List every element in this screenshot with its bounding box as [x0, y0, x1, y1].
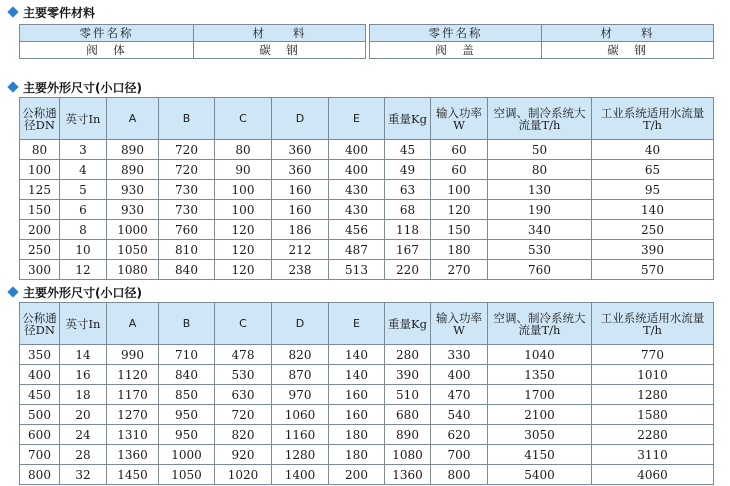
table-cell: 470 — [431, 385, 488, 405]
table-cell: 840 — [159, 365, 215, 385]
table-cell: 530 — [215, 365, 272, 385]
table-cell: 5400 — [488, 465, 592, 485]
table-cell: 80 — [488, 160, 592, 180]
table-cell: 1400 — [272, 465, 329, 485]
table-cell: 430 — [329, 180, 385, 200]
header-cell: D — [272, 98, 329, 140]
table-cell: 28 — [60, 445, 107, 465]
header-cell: 工业系统适用水流量T/h — [592, 303, 714, 345]
table-cell: 4060 — [592, 465, 714, 485]
table-cell: 1360 — [385, 465, 431, 485]
table-cell: 120 — [215, 240, 272, 260]
table-cell: 1280 — [592, 385, 714, 405]
table-cell: 700 — [20, 445, 60, 465]
table-cell: 540 — [431, 405, 488, 425]
table-cell: 620 — [431, 425, 488, 445]
header-cell: 重量Kg — [385, 98, 431, 140]
table-cell: 1160 — [272, 425, 329, 445]
table-cell: 125 — [20, 180, 60, 200]
table-cell: 2280 — [592, 425, 714, 445]
table-cell: 90 — [215, 160, 272, 180]
header-cell: 材 料 — [542, 25, 714, 42]
table-cell: 680 — [385, 405, 431, 425]
header-cell: E — [329, 303, 385, 345]
table-cell: 360 — [272, 160, 329, 180]
header-cell: B — [159, 98, 215, 140]
table-row — [20, 425, 714, 445]
materials-title: 主要零件材料 — [23, 5, 96, 20]
table-cell: 186 — [272, 220, 329, 240]
table-cell: 950 — [159, 425, 215, 445]
table-cell: 950 — [159, 405, 215, 425]
table-cell: 3050 — [488, 425, 592, 445]
table-cell: 4 — [60, 160, 107, 180]
table-cell: 800 — [20, 465, 60, 485]
table-cell: 238 — [272, 260, 329, 280]
table-cell: 730 — [159, 200, 215, 220]
table-cell: 150 — [431, 220, 488, 240]
table-cell: 63 — [385, 180, 431, 200]
dimensions-section-title-1 — [6, 79, 142, 95]
table-cell: 2100 — [488, 405, 592, 425]
header-cell: 输入功率W — [431, 98, 488, 140]
table-cell: 140 — [329, 365, 385, 385]
table-cell: 1010 — [592, 365, 714, 385]
table-row — [20, 465, 714, 485]
table-cell: 330 — [431, 345, 488, 365]
table-cell: 1000 — [107, 220, 159, 240]
header-cell: 英寸In — [60, 303, 107, 345]
table-cell: 180 — [329, 425, 385, 445]
table-cell: 600 — [20, 425, 60, 445]
table-cell: 1580 — [592, 405, 714, 425]
table-cell: 150 — [20, 200, 60, 220]
table-cell: 1060 — [272, 405, 329, 425]
table-cell: 730 — [159, 180, 215, 200]
table-row — [20, 140, 714, 160]
table-cell: 20 — [60, 405, 107, 425]
dimensions-table-1 — [19, 97, 714, 280]
table-cell: 478 — [215, 345, 272, 365]
table-cell: 1040 — [488, 345, 592, 365]
table-cell: 820 — [272, 345, 329, 365]
table-cell: 3 — [60, 140, 107, 160]
table-row — [20, 385, 714, 405]
table-cell: 4150 — [488, 445, 592, 465]
table-cell: 700 — [431, 445, 488, 465]
table-cell: 513 — [329, 260, 385, 280]
table-cell: 200 — [20, 220, 60, 240]
table-cell: 220 — [385, 260, 431, 280]
table-cell: 8 — [60, 220, 107, 240]
table-cell: 930 — [107, 200, 159, 220]
table-cell: 870 — [272, 365, 329, 385]
table-cell: 160 — [329, 385, 385, 405]
table-cell: 500 — [20, 405, 60, 425]
table-cell: 1120 — [107, 365, 159, 385]
table-cell: 1450 — [107, 465, 159, 485]
table-cell: 510 — [385, 385, 431, 405]
table-cell: 16 — [60, 365, 107, 385]
table-cell: 1360 — [107, 445, 159, 465]
table-cell: 450 — [20, 385, 60, 405]
table-cell: 140 — [592, 200, 714, 220]
table-cell: 160 — [272, 180, 329, 200]
header-cell: C — [215, 303, 272, 345]
table-cell: 250 — [20, 240, 60, 260]
header-cell: 零件名称 — [370, 25, 542, 42]
table-cell: 1080 — [385, 445, 431, 465]
table-cell: 810 — [159, 240, 215, 260]
table-row — [20, 345, 714, 365]
table-cell: 720 — [215, 405, 272, 425]
table-cell: 890 — [107, 140, 159, 160]
table-cell: 180 — [329, 445, 385, 465]
table-cell: 100 — [215, 200, 272, 220]
table-cell: 456 — [329, 220, 385, 240]
header-cell: 空调、制冷系统大流量T/h — [488, 303, 592, 345]
header-cell: 重量Kg — [385, 303, 431, 345]
table-cell: 1350 — [488, 365, 592, 385]
table-cell: 200 — [329, 465, 385, 485]
table-cell: 5 — [60, 180, 107, 200]
table-cell: 930 — [107, 180, 159, 200]
header-cell: A — [107, 98, 159, 140]
table-cell: 120 — [215, 220, 272, 240]
header-cell: D — [272, 303, 329, 345]
header-cell: 空调、制冷系统大流量T/h — [488, 98, 592, 140]
table-cell: 80 — [20, 140, 60, 160]
table-cell: 360 — [272, 140, 329, 160]
table-cell: 890 — [385, 425, 431, 445]
table-cell: 10 — [60, 240, 107, 260]
materials-header-row — [20, 25, 714, 42]
table-cell: 180 — [431, 240, 488, 260]
value-cell: 阀 盖 — [370, 42, 542, 59]
value-cell: 碳 钢 — [542, 42, 714, 59]
table-row — [20, 200, 714, 220]
table-row — [20, 240, 714, 260]
table-cell: 100 — [215, 180, 272, 200]
table-row — [20, 365, 714, 385]
table-cell: 50 — [488, 140, 592, 160]
header-cell: A — [107, 303, 159, 345]
table-row — [20, 405, 714, 425]
diamond-bullet-icon — [7, 286, 18, 297]
table-cell: 800 — [431, 465, 488, 485]
header-cell: 公称通径DN — [20, 98, 60, 140]
table-cell: 100 — [431, 180, 488, 200]
table-cell: 160 — [329, 405, 385, 425]
table-row — [20, 160, 714, 180]
header-cell: C — [215, 98, 272, 140]
table-cell: 280 — [385, 345, 431, 365]
table-cell: 530 — [488, 240, 592, 260]
table-cell: 820 — [215, 425, 272, 445]
table-cell: 60 — [431, 160, 488, 180]
table-row — [20, 180, 714, 200]
table-cell: 300 — [20, 260, 60, 280]
table-cell: 400 — [329, 160, 385, 180]
table-cell: 140 — [329, 345, 385, 365]
table-cell: 1050 — [107, 240, 159, 260]
table-cell: 250 — [592, 220, 714, 240]
table-cell: 95 — [592, 180, 714, 200]
header-cell: 材 料 — [194, 25, 366, 42]
table-cell: 12 — [60, 260, 107, 280]
header-cell: E — [329, 98, 385, 140]
table-cell: 45 — [385, 140, 431, 160]
materials-section-title — [6, 4, 95, 20]
header-cell: 输入功率W — [431, 303, 488, 345]
materials-table — [19, 24, 714, 59]
table-cell: 1020 — [215, 465, 272, 485]
table-cell: 390 — [592, 240, 714, 260]
table-cell: 710 — [159, 345, 215, 365]
table-cell: 24 — [60, 425, 107, 445]
header-cell: 零件名称 — [20, 25, 194, 42]
table-cell: 1700 — [488, 385, 592, 405]
table-cell: 890 — [107, 160, 159, 180]
table-cell: 990 — [107, 345, 159, 365]
table-cell: 130 — [488, 180, 592, 200]
table-cell: 970 — [272, 385, 329, 405]
table-cell: 340 — [488, 220, 592, 240]
diamond-bullet-icon — [7, 6, 18, 17]
table-cell: 1050 — [159, 465, 215, 485]
table-cell: 720 — [159, 140, 215, 160]
table-cell: 100 — [20, 160, 60, 180]
dimensions-title-2: 主要外形尺寸(小口径) — [23, 285, 142, 300]
table-cell: 1310 — [107, 425, 159, 445]
table-cell: 400 — [431, 365, 488, 385]
table-row — [20, 260, 714, 280]
header-cell: 公称通径DN — [20, 303, 60, 345]
table-cell: 40 — [592, 140, 714, 160]
header-cell: 工业系统适用水流量T/h — [592, 98, 714, 140]
table-cell: 840 — [159, 260, 215, 280]
value-cell: 阀 体 — [20, 42, 194, 59]
table-cell: 1000 — [159, 445, 215, 465]
table-cell: 167 — [385, 240, 431, 260]
table-cell: 212 — [272, 240, 329, 260]
table-cell: 850 — [159, 385, 215, 405]
table-cell: 760 — [488, 260, 592, 280]
table-cell: 120 — [215, 260, 272, 280]
table-cell: 190 — [488, 200, 592, 220]
header-cell: 英寸In — [60, 98, 107, 140]
table-cell: 120 — [431, 200, 488, 220]
table-cell: 400 — [329, 140, 385, 160]
table-cell: 1170 — [107, 385, 159, 405]
dimensions-table-2 — [19, 302, 714, 485]
table-cell: 1080 — [107, 260, 159, 280]
table-cell: 68 — [385, 200, 431, 220]
table-cell: 1270 — [107, 405, 159, 425]
table-cell: 920 — [215, 445, 272, 465]
table-row — [20, 220, 714, 240]
header-row — [20, 303, 714, 345]
table-cell: 630 — [215, 385, 272, 405]
diamond-bullet-icon — [7, 81, 18, 92]
table-row — [20, 445, 714, 465]
table-cell: 14 — [60, 345, 107, 365]
table-cell: 60 — [431, 140, 488, 160]
table-cell: 430 — [329, 200, 385, 220]
table-cell: 487 — [329, 240, 385, 260]
table-cell: 760 — [159, 220, 215, 240]
table-cell: 350 — [20, 345, 60, 365]
table-cell: 390 — [385, 365, 431, 385]
table-cell: 49 — [385, 160, 431, 180]
table-cell: 118 — [385, 220, 431, 240]
table-cell: 720 — [159, 160, 215, 180]
table-cell: 160 — [272, 200, 329, 220]
table-cell: 65 — [592, 160, 714, 180]
header-cell: B — [159, 303, 215, 345]
value-cell: 碳 钢 — [194, 42, 366, 59]
table-cell: 570 — [592, 260, 714, 280]
table-cell: 270 — [431, 260, 488, 280]
dimensions-section-title-2 — [6, 284, 142, 300]
header-row — [20, 98, 714, 140]
materials-value-row — [20, 42, 714, 59]
table-cell: 32 — [60, 465, 107, 485]
table-cell: 6 — [60, 200, 107, 220]
table-cell: 3110 — [592, 445, 714, 465]
table-cell: 18 — [60, 385, 107, 405]
table-cell: 1280 — [272, 445, 329, 465]
table-cell: 80 — [215, 140, 272, 160]
dimensions-title-1: 主要外形尺寸(小口径) — [23, 80, 142, 95]
table-cell: 770 — [592, 345, 714, 365]
table-cell: 400 — [20, 365, 60, 385]
